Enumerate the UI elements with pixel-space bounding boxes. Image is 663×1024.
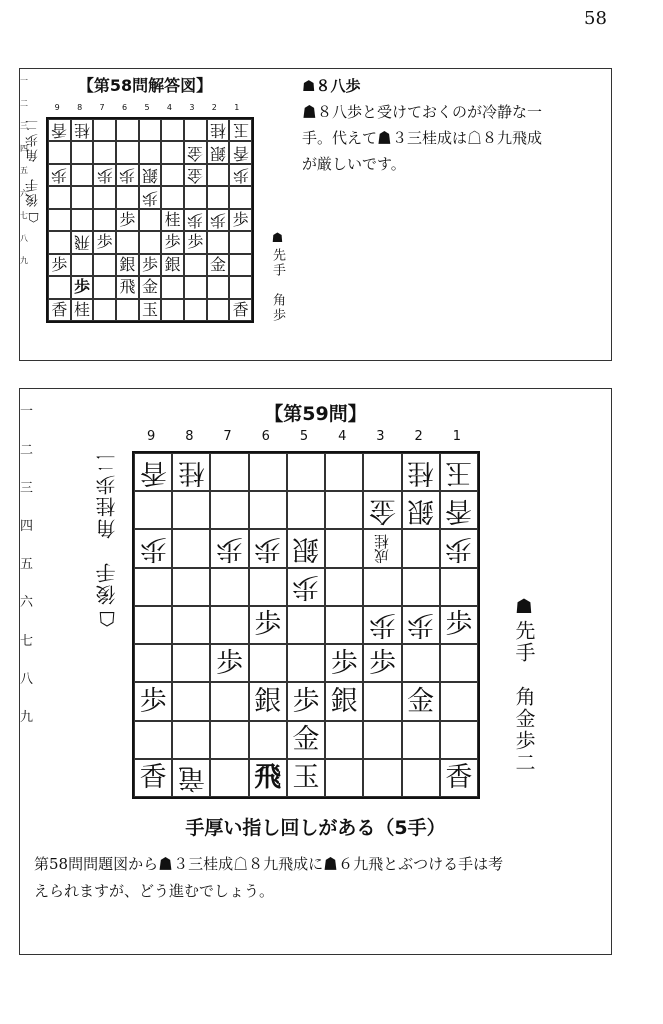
board-square (287, 491, 325, 529)
board-square (363, 529, 401, 567)
board-square (161, 209, 184, 231)
board-square (363, 682, 401, 720)
sente-hand-59: ☗先手 角金歩二 (512, 594, 536, 774)
shogi-piece: 銀 (141, 166, 158, 186)
board-square (287, 721, 325, 759)
shogi-board-58 (46, 117, 254, 323)
board-square (172, 644, 210, 682)
shogi-piece: 金 (187, 166, 204, 186)
board-square (139, 299, 162, 321)
board-square (210, 682, 248, 720)
board-square (93, 186, 116, 208)
shogi-piece: 歩 (330, 647, 358, 679)
board-square (249, 682, 287, 720)
shogi-piece: 香 (139, 456, 167, 488)
board-square (139, 186, 162, 208)
board-square (48, 209, 71, 231)
shogi-piece: 金 (187, 143, 204, 163)
board-square (207, 119, 230, 141)
gote-hand-59: ☖後手 角桂歩二 (95, 451, 119, 631)
board-square (402, 491, 440, 529)
board-square (134, 644, 172, 682)
board-square (172, 529, 210, 567)
board-square (184, 209, 207, 231)
board-square (116, 119, 139, 141)
shogi-piece: 桂 (209, 121, 226, 141)
board-square (48, 276, 71, 298)
description-line-1: 第58問問題図から☗３三桂成☖８九飛成に☗６九飛とぶつける手は考 (34, 855, 504, 873)
shogi-piece: 銀 (292, 533, 320, 565)
board-square (210, 606, 248, 644)
shogi-piece: 歩 (232, 209, 249, 229)
shogi-piece: 成桂 (373, 533, 392, 564)
rank-label: 一 (20, 404, 34, 420)
board-square (134, 491, 172, 529)
shogi-piece: 金 (141, 277, 158, 297)
board-square (210, 491, 248, 529)
board-square (287, 682, 325, 720)
file-label: 4 (338, 429, 347, 444)
board-square (229, 141, 252, 163)
file-label: 8 (185, 429, 194, 444)
board-square (287, 759, 325, 797)
board-square (210, 644, 248, 682)
rank-label: 八 (20, 233, 28, 243)
shogi-piece: 竜 (177, 762, 205, 794)
board-square (71, 276, 94, 298)
board-square (229, 299, 252, 321)
shogi-piece: 飛 (73, 233, 90, 253)
problem-59-title: 【第59問】 (264, 403, 367, 425)
file-label: 6 (261, 429, 270, 444)
board-square (71, 164, 94, 186)
board-square (440, 606, 478, 644)
board-square (161, 186, 184, 208)
shogi-piece: 飛 (254, 762, 282, 794)
shogi-piece: 歩 (51, 166, 68, 186)
board-square (48, 186, 71, 208)
board-square (207, 186, 230, 208)
board-square (134, 759, 172, 797)
board-square (134, 606, 172, 644)
board-square (139, 231, 162, 253)
shogi-piece: 銀 (254, 685, 282, 717)
board-square (229, 119, 252, 141)
board-square (229, 209, 252, 231)
board-square (48, 231, 71, 253)
board-square (210, 721, 248, 759)
board-square (287, 568, 325, 606)
shogi-piece: 歩 (119, 209, 136, 229)
shogi-piece: 歩 (232, 166, 249, 186)
board-square (161, 164, 184, 186)
board-square (249, 491, 287, 529)
shogi-piece: 銀 (164, 254, 181, 274)
problem-59-panel (19, 388, 612, 955)
board-square (402, 721, 440, 759)
board-square (161, 254, 184, 276)
board-square (287, 606, 325, 644)
board-square (402, 644, 440, 682)
board-square (161, 231, 184, 253)
board-square (116, 254, 139, 276)
shogi-piece: 玉 (232, 121, 249, 141)
board-square (93, 164, 116, 186)
board-square (184, 276, 207, 298)
board-square (325, 721, 363, 759)
board-square (139, 164, 162, 186)
board-square (172, 491, 210, 529)
shogi-piece: 歩 (254, 533, 282, 565)
board-square (249, 759, 287, 797)
board-square (229, 231, 252, 253)
board-square (139, 141, 162, 163)
problem-59-subtitle: 手厚い指し回しがある（5手） (185, 817, 446, 839)
board-square (249, 529, 287, 567)
file-label: 7 (99, 103, 105, 112)
answer-line-3: が厳しいです。 (302, 155, 406, 173)
rank-label: 八 (20, 671, 34, 687)
board-square (172, 568, 210, 606)
shogi-piece: 香 (445, 762, 473, 794)
shogi-piece: 歩 (407, 609, 435, 641)
shogi-piece: 桂 (407, 456, 435, 488)
board-square (287, 453, 325, 491)
rank-label: 四 (20, 518, 34, 534)
file-label: 4 (166, 103, 172, 112)
board-square (402, 529, 440, 567)
shogi-piece: 香 (232, 143, 249, 163)
board-square (172, 453, 210, 491)
board-square (48, 119, 71, 141)
page-number: 58 (584, 8, 607, 29)
board-square (71, 186, 94, 208)
board-square (139, 254, 162, 276)
board-square (207, 299, 230, 321)
shogi-piece: 飛 (119, 277, 136, 297)
board-square (249, 453, 287, 491)
board-square (172, 721, 210, 759)
board-square (207, 231, 230, 253)
board-square (229, 276, 252, 298)
board-square (48, 254, 71, 276)
board-square (287, 529, 325, 567)
board-square (363, 453, 401, 491)
board-square (139, 209, 162, 231)
board-square (93, 276, 116, 298)
board-square (161, 119, 184, 141)
answer-explanation (302, 73, 602, 177)
board-square (249, 606, 287, 644)
board-square (325, 644, 363, 682)
shogi-piece: 歩 (73, 277, 90, 297)
board-square (172, 606, 210, 644)
shogi-piece: 香 (445, 494, 473, 526)
board-square (184, 231, 207, 253)
board-square (440, 568, 478, 606)
gote-piece-icon: ☖ (95, 605, 119, 631)
shogi-piece: 歩 (209, 210, 226, 230)
answer-line-1: ☗８八歩と受けておくのが冷静な一 (302, 103, 543, 121)
board-square (134, 568, 172, 606)
board-square (325, 606, 363, 644)
board-square (249, 568, 287, 606)
board-square (210, 568, 248, 606)
board-square (207, 209, 230, 231)
shogi-piece: 香 (232, 299, 249, 319)
board-square (325, 529, 363, 567)
problem-58-title: 【第58問解答図】 (77, 76, 213, 95)
board-square (363, 568, 401, 606)
rank-label: 五 (20, 557, 34, 573)
board-square (139, 276, 162, 298)
rank-label: 一 (20, 76, 28, 86)
board-square (440, 644, 478, 682)
shogi-piece: 歩 (96, 232, 113, 252)
shogi-piece: 玉 (292, 762, 320, 794)
answer-line-2: 手。代えて☗３三桂成は☖８九飛成 (302, 129, 543, 147)
shogi-piece: 歩 (187, 232, 204, 252)
board-square (134, 529, 172, 567)
board-square (93, 299, 116, 321)
file-label: 5 (299, 429, 309, 444)
board-square (48, 164, 71, 186)
shogi-piece: 桂 (164, 209, 181, 229)
board-square (139, 119, 162, 141)
board-square (184, 254, 207, 276)
board-square (207, 164, 230, 186)
rank-label: 七 (20, 633, 34, 649)
board-square (363, 491, 401, 529)
shogi-piece: 歩 (445, 609, 473, 641)
shogi-piece: 香 (139, 762, 167, 794)
file-label: 7 (223, 429, 232, 444)
board-square (161, 299, 184, 321)
file-label: 8 (77, 103, 83, 112)
board-square (71, 119, 94, 141)
shogi-piece: 桂 (73, 299, 90, 319)
board-square (184, 299, 207, 321)
board-square (116, 164, 139, 186)
file-label: 1 (452, 429, 462, 444)
sente-piece-icon: ☗ (270, 231, 285, 248)
shogi-piece: 歩 (254, 609, 282, 641)
board-square (93, 254, 116, 276)
board-square (184, 164, 207, 186)
shogi-piece: 金 (368, 494, 396, 526)
board-square (229, 164, 252, 186)
board-square (134, 682, 172, 720)
shogi-piece: 金 (209, 254, 226, 274)
rank-label: 九 (20, 255, 28, 265)
file-label: 1 (234, 103, 240, 112)
board-square (207, 141, 230, 163)
board-square (71, 141, 94, 163)
board-square (325, 453, 363, 491)
shogi-piece: 歩 (141, 254, 158, 274)
board-square (363, 606, 401, 644)
shogi-piece: 歩 (368, 609, 396, 641)
board-square (48, 299, 71, 321)
rank-label: 三 (20, 121, 28, 131)
board-square (116, 186, 139, 208)
file-label: 3 (376, 429, 385, 444)
board-square (116, 276, 139, 298)
shogi-piece: 桂 (73, 121, 90, 141)
board-square (116, 299, 139, 321)
board-square (93, 209, 116, 231)
shogi-piece: 金 (407, 685, 435, 717)
board-square (207, 276, 230, 298)
shogi-board-59 (132, 451, 480, 799)
board-square (440, 491, 478, 529)
board-square (172, 682, 210, 720)
board-square (325, 682, 363, 720)
board-square (161, 276, 184, 298)
shogi-piece: 歩 (51, 254, 68, 274)
file-label: 2 (211, 103, 217, 112)
file-label: 9 (54, 103, 60, 112)
file-label: 9 (146, 429, 156, 444)
board-square (93, 231, 116, 253)
shogi-piece: 歩 (368, 647, 396, 679)
sente-piece-icon: ☗ (512, 594, 536, 620)
file-label: 5 (144, 103, 150, 112)
shogi-piece: 銀 (407, 494, 435, 526)
board-square (184, 141, 207, 163)
board-square (402, 453, 440, 491)
board-square (134, 721, 172, 759)
board-square (71, 231, 94, 253)
file-label: 2 (414, 429, 423, 444)
board-square (402, 568, 440, 606)
shogi-piece: 香 (51, 121, 68, 141)
shogi-piece: 歩 (216, 647, 244, 679)
board-square (249, 644, 287, 682)
rank-label: 五 (20, 166, 28, 176)
description-line-2: えられますが、どう進むでしょう。 (34, 882, 275, 900)
board-square (440, 682, 478, 720)
problem-58-answer-panel (19, 68, 612, 361)
rank-label: 二 (20, 98, 28, 108)
shogi-piece: 玉 (445, 456, 473, 488)
shogi-piece: 歩 (216, 533, 244, 565)
shogi-piece: 桂 (177, 456, 205, 488)
answer-move: ☗８八歩 (302, 77, 361, 95)
board-square (93, 141, 116, 163)
board-square (440, 721, 478, 759)
shogi-piece: 歩 (292, 571, 320, 603)
shogi-piece: 銀 (119, 254, 136, 274)
shogi-piece: 香 (51, 299, 68, 319)
board-square (210, 529, 248, 567)
board-square (229, 186, 252, 208)
gote-piece-icon: ☖ (26, 207, 41, 224)
shogi-piece: 歩 (139, 685, 167, 717)
shogi-piece: 歩 (139, 533, 167, 565)
board-square (172, 759, 210, 797)
rank-label: 四 (20, 143, 28, 153)
rank-label: 六 (20, 188, 28, 198)
board-square (210, 453, 248, 491)
shogi-piece: 歩 (187, 210, 204, 230)
board-square (363, 721, 401, 759)
board-square (402, 759, 440, 797)
board-square (325, 491, 363, 529)
board-square (249, 721, 287, 759)
shogi-piece: 銀 (330, 685, 358, 717)
gote-hand-58: ☖後手 角歩二 (26, 117, 41, 224)
rank-label: 九 (20, 710, 34, 726)
board-square (287, 644, 325, 682)
shogi-piece: 銀 (209, 143, 226, 163)
shogi-piece: 金 (292, 724, 320, 756)
sente-hand-58: ☗先手 角歩 (270, 231, 285, 323)
board-square (229, 254, 252, 276)
board-square (363, 759, 401, 797)
file-label: 6 (122, 103, 128, 112)
problem-59-description (34, 851, 602, 905)
shogi-piece: 歩 (96, 166, 113, 186)
board-square (440, 759, 478, 797)
board-square (363, 644, 401, 682)
board-square (402, 606, 440, 644)
rank-label: 七 (20, 211, 28, 221)
board-square (93, 119, 116, 141)
shogi-piece: 歩 (445, 533, 473, 565)
board-square (402, 682, 440, 720)
board-square (440, 529, 478, 567)
board-square (116, 231, 139, 253)
board-square (325, 568, 363, 606)
rank-label: 六 (20, 595, 34, 611)
board-square (161, 141, 184, 163)
board-square (210, 759, 248, 797)
board-square (71, 209, 94, 231)
board-square (325, 759, 363, 797)
rank-label: 二 (20, 442, 34, 458)
board-square (440, 453, 478, 491)
board-square (184, 119, 207, 141)
rank-label: 三 (20, 480, 34, 496)
board-square (71, 254, 94, 276)
board-square (116, 209, 139, 231)
board-square (116, 141, 139, 163)
shogi-piece: 歩 (164, 232, 181, 252)
board-square (184, 186, 207, 208)
board-square (134, 453, 172, 491)
shogi-piece: 玉 (141, 299, 158, 319)
board-square (48, 141, 71, 163)
file-label: 3 (189, 103, 195, 112)
shogi-piece: 歩 (141, 188, 158, 208)
board-square (71, 299, 94, 321)
shogi-piece: 歩 (292, 685, 320, 717)
board-square (207, 254, 230, 276)
shogi-piece: 歩 (119, 166, 136, 186)
